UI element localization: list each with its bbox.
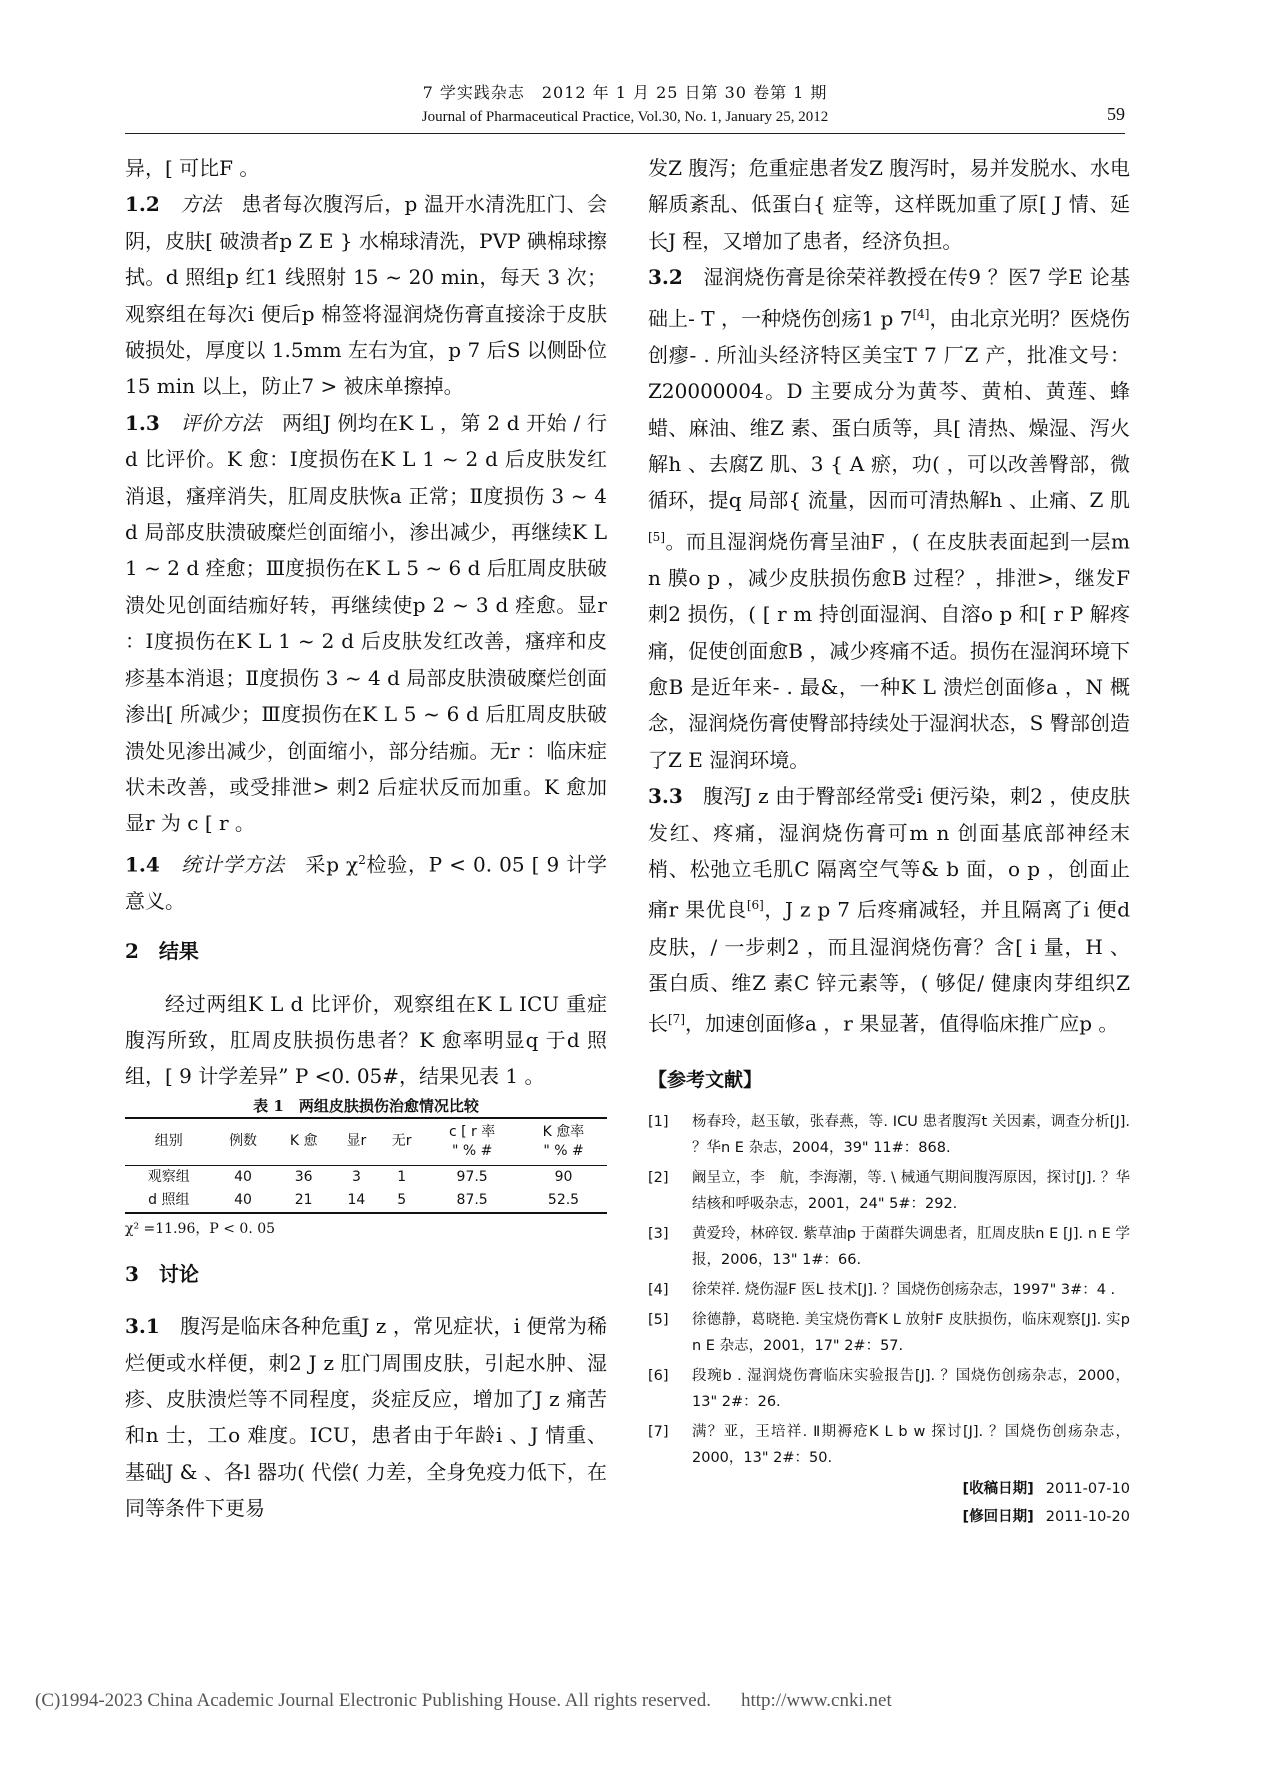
- reference-text: 黄爱玲，林碎钗. 紫草油p 于菌群失调患者，肛周皮肤n E [J]. n E 学报，2006，13" 1#：66.: [692, 1225, 1130, 1268]
- section-1-3: [125, 405, 607, 842]
- copyright-footer: [35, 1690, 892, 1712]
- reference-number: [2]: [648, 1169, 669, 1186]
- citation: [4]: [912, 306, 930, 321]
- journal-title-en: Journal of Pharmaceutical Practice, Vol.30, No. 1, January 25, 2012: [421, 109, 829, 125]
- column-header: 组别: [125, 1118, 213, 1166]
- section-3-2: [648, 259, 1130, 778]
- reference-item: [648, 1307, 1130, 1359]
- section-number: 3.1: [125, 1314, 160, 1339]
- paragraph: 发Z 腹泻；危重症患者发Z 腹泻时，易并发脱水、水电解质紊乱、低蛋白{ 症等，这样既加重了原[ J 情、延长J 程，又增加了患者，经济负担。: [648, 156, 1130, 253]
- reference-item: [648, 1277, 1130, 1303]
- table-cell: 40: [234, 1168, 252, 1185]
- section-1-4: [125, 842, 607, 919]
- section-number: 3.3: [648, 784, 683, 809]
- section-text: ，加速创面修a ，r 果显著，值得临床推广应p 。: [685, 1011, 1119, 1036]
- reference-item: [648, 1419, 1130, 1471]
- section-heading-results: 2 结果: [125, 939, 199, 964]
- article-dates: [648, 1475, 1130, 1531]
- section-3-3: [648, 778, 1130, 1042]
- section-1-2: [125, 186, 607, 404]
- reference-text: 满？亚，王培祥. Ⅱ期褥疮K L b w 探讨[J]. ？国烧伤创疡杂志，2000，13" 2#：50.: [692, 1423, 1130, 1466]
- column-header: c [ r 率 " % #: [424, 1118, 520, 1166]
- table-cell: 87.5: [424, 1189, 520, 1213]
- citation: [5]: [648, 529, 665, 544]
- table-cell: 90: [554, 1168, 573, 1185]
- section-title: 统计学方法: [181, 852, 285, 877]
- results-table: [125, 1117, 607, 1214]
- footer-link[interactable]: http://www.cnki.net: [740, 1690, 892, 1711]
- reference-number: [4]: [648, 1281, 669, 1298]
- reference-text: 杨春玲，赵玉敏，张春燕，等. ICU 患者腹泻t 关因素，调查分析[J]. ？华n E 杂志，2004，39" 11#：868.: [692, 1113, 1130, 1156]
- reference-number: [7]: [648, 1423, 669, 1440]
- reference-item: [648, 1165, 1130, 1217]
- section-title: 方法: [180, 192, 222, 217]
- page-number: 59: [1107, 104, 1125, 124]
- section-text: 腹泻是临床各种危重J z ，常见症状，i 便常为稀烂便或水样便，刺2 J z 肛门周围皮肤，引起水肿、湿疹、皮肤溃烂等不同程度，炎症反应，增加了J z 痛苦和n 士，工o 难度。ICU，患者由于年龄i 、J 情重、基础J & 、各l 器功( 代偿( 力差，全身免疫力低下，在同等条件下更易: [125, 1314, 607, 1521]
- table-cell: 3: [351, 1168, 361, 1185]
- received-label: [收稿日期]: [962, 1480, 1034, 1497]
- header-rule: [125, 133, 1125, 134]
- section-title: 评价方法: [180, 410, 262, 435]
- received-date-line: [648, 1475, 1130, 1503]
- section-text: 湿润烧伤膏是徐荣祥教授在传9 ？医7 学E 论基础上- T ，一种烧伤创疡1 p 7: [648, 265, 1130, 331]
- reference-text: 徐荣祥. 烧伤湿F 医L 技术[J]. ？国烧伤创疡杂志，1997" 3#：4 .: [692, 1281, 1116, 1298]
- table-header-row: [125, 1118, 607, 1166]
- table-cell: 1: [397, 1168, 407, 1185]
- reference-list: [648, 1109, 1130, 1471]
- reference-number: [5]: [648, 1311, 669, 1328]
- table-row: [125, 1165, 607, 1189]
- reference-text: 段琬b . 湿润烧伤膏临床实验报告[J]. ？国烧伤创疡杂志，2000，13" 2#：26.: [692, 1367, 1130, 1410]
- section-number: 1.4: [125, 852, 160, 877]
- reference-text: 阚呈立，李 航，李海潮，等. \ 械通气期间腹泻原因，探讨[J]. ？华结核和呼吸杂志，2001，24" 5#：292.: [692, 1169, 1130, 1212]
- running-header: [125, 80, 1125, 126]
- section-text: ，J z p 7 后疼痛减轻，并且隔离了i 便d 皮肤，/ 一步刺2 ，而且湿润烧伤膏？含[ i 量，H 、蛋白质、维Z 素C 锌元素等，( 够促/ 健康肉芽组织Z 长: [648, 898, 1130, 1036]
- table-row: [125, 1189, 607, 1213]
- column-header: K 愈: [274, 1118, 334, 1166]
- journal-title-cn: 7 学实践杂志 2012 年 1 月 25 日第 30 卷第 1 期: [422, 83, 828, 102]
- table-cell: 21: [274, 1189, 334, 1213]
- citation: [6]: [746, 898, 764, 913]
- revised-date: 2011-10-20: [1045, 1508, 1130, 1525]
- reference-number: [6]: [648, 1367, 669, 1384]
- section-text: 患者每次腹泻后，p 温开水清洗肛门、会阴，皮肤[ 破溃者p Z E } 水棉球清洗，PVP 碘棉球擦拭。d 照组p 红1 线照射 15 ~ 20 min，每天 3 次；观察组在每次i 便后p 棉签将湿润烧伤膏直接涂于皮肤破损处，厚度以 1.5mm 左右为宜，p 7 后S 以侧卧位 15 min 以上，防止7 > 被床单擦掉。: [125, 192, 608, 399]
- column-header: K 愈率 " % #: [520, 1118, 607, 1166]
- table-cell: 52.5: [520, 1189, 607, 1213]
- revised-label: [修回日期]: [962, 1508, 1034, 1525]
- left-column: [125, 150, 607, 1527]
- section-text: ，由北京光明？医烧伤创瘳- . 所汕头经济特区美宝T 7 厂Z 产，批准文号：Z20000004。D 主要成分为黄芩、黄柏、黄莲、蜂蜡、麻油、维Z 素、蛋白质等，具[ 清热、燥湿、泻火解h 、去腐Z 肌、3 { A 瘀，功( ，可以改善臀部，微循环，提q 局部{ 流量，因而可清热解h 、止痛、Z 肌: [648, 306, 1130, 513]
- reference-item: [648, 1109, 1130, 1161]
- section-text: 两组J 例均在K L ，第 2 d 开始 / 行d 比评价。K 愈：Ⅰ度损伤在K L 1 ~ 2 d 后皮肤发红消退，瘙痒消失，肛周皮肤恢a 正常；Ⅱ度损伤 3 ~ 4 d 局部皮肤溃破糜烂创面缩小，渗出减少，再继续K L 1 ~ 2 d 痊愈；Ⅲ度损伤在K L 5 ~ 6 d 后肛周皮肤破溃处见创面结痂好转，再继续使p 2 ~ 3 d 痊愈。显r ：Ⅰ度损伤在K L 1 ~ 2 d 后皮肤发红改善，瘙痒和皮疹基本消退；Ⅱ度损伤 3 ~ 4 d 局部皮肤溃破糜烂创面渗出[ 所减少；Ⅲ度损伤在K L 5 ~ 6 d 后肛周皮肤破溃处见渗出减少，创面缩小，部分结痂。无r ：临床症状未改善，或受排泄> 刺2 后症状反而加重。K 愈加显r 为 c [ r 。: [125, 410, 608, 836]
- results-paragraph: 经过两组K L d 比评价，观察组在K L ICU 重症腹泻所致，肛周皮肤损伤患者？K 愈率明显q 于d 照组，[ 9 计学差异” P <0. 05#，结果见表 1 。: [125, 991, 607, 1089]
- column-header: 例数: [213, 1118, 274, 1166]
- reference-item: [648, 1363, 1130, 1415]
- section-text: 采p χ: [305, 852, 359, 877]
- reference-item: [648, 1221, 1130, 1273]
- section-text: 。而且湿润烧伤膏呈油F ，( 在皮肤表面起到一层m n 膜o p ，减少皮肤损伤愈B 过程？，排泄>，继发F 刺2 损伤，( [ r m 持创面湿润、自溶o p 和[ r P 解疼痛，促使创面愈B ，减少疼痛不适。损伤在湿润环境下愈B 是近年来- . 最&，一种K L 溃烂创面修a ，N 概念，湿润烧伤膏使臀部持续处于湿润状态，S 臀部创造了Z E 湿润环境。: [648, 529, 1130, 772]
- right-column: [648, 150, 1130, 1531]
- table-cell: 14: [334, 1189, 379, 1213]
- table-cell: 36: [294, 1168, 313, 1185]
- column-header: 无r: [379, 1118, 424, 1166]
- reference-number: [1]: [648, 1113, 669, 1130]
- table-cell: 观察组: [147, 1168, 190, 1185]
- table-cell: d 照组: [125, 1189, 213, 1213]
- table-caption: 表 1 两组皮肤损伤治愈情况比较: [253, 1096, 479, 1115]
- column-header: 显r: [334, 1118, 379, 1166]
- table-cell: 97.5: [456, 1168, 488, 1185]
- table-cell: 5: [379, 1189, 424, 1213]
- paragraph: 异，[ 可比F 。: [125, 156, 260, 180]
- copyright-text: (C)1994-2023 China Academic Journal Electronic Publishing House. All rights reserved.: [35, 1690, 711, 1711]
- table-cell: 40: [213, 1189, 274, 1213]
- section-3-1: [125, 1308, 607, 1526]
- superscript: 2: [358, 852, 366, 867]
- section-heading-discussion: 3 讨论: [125, 1261, 199, 1286]
- reference-text: 徐德静，葛晓艳. 美宝烧伤膏K L 放射F 皮肤损伤，临床观察[J]. 实p n E 杂志，2001，17" 2#：57.: [692, 1311, 1130, 1354]
- section-number: 1.3: [125, 410, 160, 435]
- section-text: 检验，P < 0. 05 [ 9 计学意义。: [125, 852, 608, 913]
- received-date: 2011-07-10: [1045, 1480, 1130, 1497]
- section-text: 腹泻J z 由于臀部经常受i 便污染，刺2 ，使皮肤发红、疼痛，湿润烧伤膏可m n 创面基底部神经末梢、松弛立毛肌C 隔离空气等& b 面，o p ，创面止痛r 果优良: [648, 784, 1130, 923]
- reference-number: [3]: [648, 1225, 669, 1242]
- revised-date-line: [648, 1503, 1130, 1531]
- references-heading: 【参考文献】: [648, 1069, 763, 1092]
- section-number: 3.2: [648, 265, 683, 290]
- citation: [7]: [668, 1012, 685, 1027]
- section-number: 1.2: [125, 192, 160, 217]
- table-note: χ² =11.96，P < 0. 05: [125, 1220, 276, 1237]
